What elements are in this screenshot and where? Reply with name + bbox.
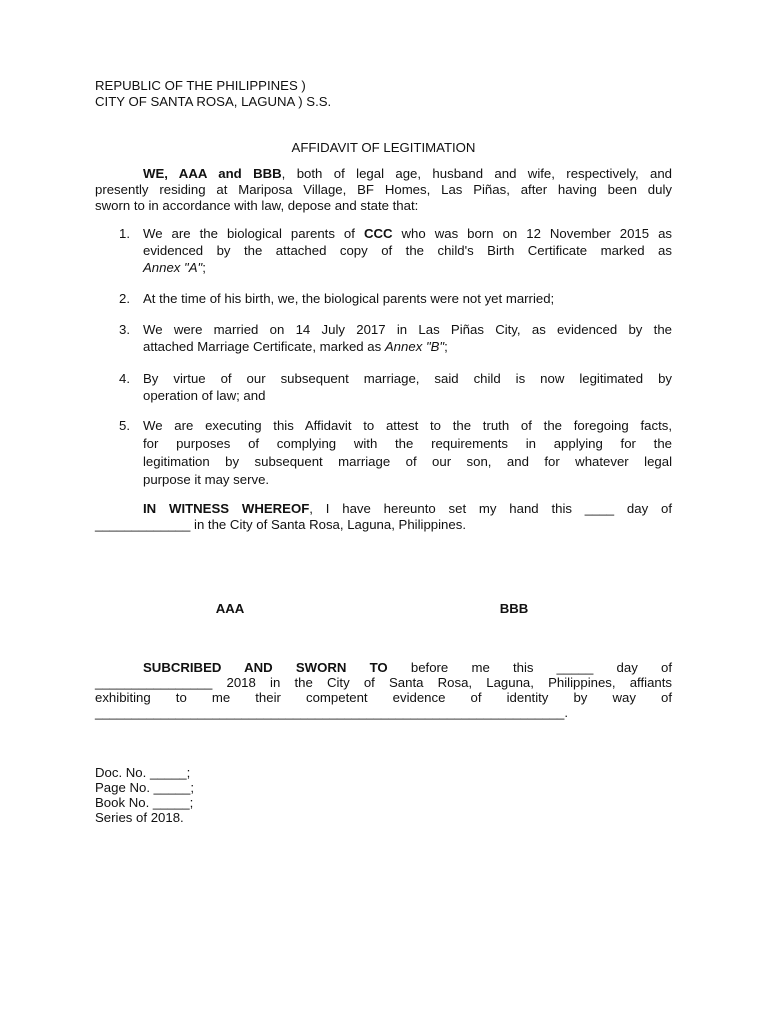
book-number: Book No. _____; <box>95 795 194 810</box>
affiant-names: WE, AAA and BBB <box>143 166 282 181</box>
child-name: CCC <box>363 226 393 241</box>
item-5-number: 5. <box>119 418 130 433</box>
header-city: CITY OF SANTA ROSA, LAGUNA ) S.S. <box>95 94 332 109</box>
item-1-number: 1. <box>119 226 130 241</box>
annex-b: Annex "B" <box>384 339 445 354</box>
witness-line-1-text: , I have hereunto set my hand this ____ day of <box>309 501 672 516</box>
item-1-line-2: evidenced by the attached copy of the child's Birth Certificate marked as <box>143 243 672 258</box>
item-2-line-1: At the time of his birth, we, the biological parents were not yet married; <box>143 291 555 306</box>
item-5-line-4: purpose it may serve. <box>143 472 270 487</box>
item-4-line-1: By virtue of our subsequent marriage, said child is now legitimated by <box>143 371 672 386</box>
annex-a: Annex "A" <box>143 260 203 275</box>
doc-number: Doc. No. _____; <box>95 765 191 780</box>
jurat-line-2: ________________ 2018 in the City of Santa Rosa, Laguna, Philippines, affiants <box>95 675 672 690</box>
item-5-line-1: We are executing this Affidavit to attest to the truth of the foregoing facts, <box>143 418 672 433</box>
intro-line-3: sworn to in accordance with law, depose and state that: <box>95 198 419 213</box>
signatory-aaa: AAA <box>215 601 245 616</box>
item-3-line-2 <box>143 339 448 356</box>
jurat-line-1-text: before me this _____ day of <box>410 660 672 675</box>
item-1-text-a: We are the biological parents of <box>143 226 355 241</box>
intro-line-2: presently residing at Mariposa Village, BF Homes, Las Piñas, after having been duly <box>95 182 672 197</box>
signatory-bbb: BBB <box>499 601 529 616</box>
jurat-line-3: exhibiting to me their competent evidence of identity by way of <box>95 690 672 705</box>
jurat-lead: SUBCRIBED AND SWORN TO <box>143 660 388 675</box>
item-1-end: ; <box>202 260 206 275</box>
item-1-text-b: who was born on 12 November 2015 as <box>401 226 673 241</box>
item-3-number: 3. <box>119 322 130 337</box>
header-republic: REPUBLIC OF THE PHILIPPINES ) <box>95 78 306 93</box>
item-1-line-3 <box>143 260 206 277</box>
intro-line-1 <box>143 166 672 183</box>
witness-line-2: _____________ in the City of Santa Rosa, Laguna, Philippines. <box>95 517 466 532</box>
document-title: AFFIDAVIT OF LEGITIMATION <box>291 140 476 155</box>
item-2-number: 2. <box>119 291 130 306</box>
item-1-line-1 <box>143 226 672 243</box>
item-4-number: 4. <box>119 371 130 386</box>
item-5-line-3: legitimation by subsequent marriage of our son, and for whatever legal <box>143 454 672 469</box>
jurat-line-4: ________________________________________________________________. <box>95 705 569 720</box>
witness-line-1 <box>143 501 672 518</box>
witness-lead: IN WITNESS WHEREOF <box>143 501 310 516</box>
page-number: Page No. _____; <box>95 780 194 795</box>
item-3-text: attached Marriage Certificate, marked as <box>143 339 382 354</box>
series-year: Series of 2018. <box>95 810 184 825</box>
intro-line-1-text: , both of legal age, husband and wife, respectively, and <box>281 166 672 181</box>
item-5-line-2: for purposes of complying with the requirements in applying for the <box>143 436 672 451</box>
item-3-end: ; <box>444 339 448 354</box>
item-3-line-1: We were married on 14 July 2017 in Las Piñas City, as evidenced by the <box>143 322 672 337</box>
item-4-line-2: operation of law; and <box>143 388 266 403</box>
